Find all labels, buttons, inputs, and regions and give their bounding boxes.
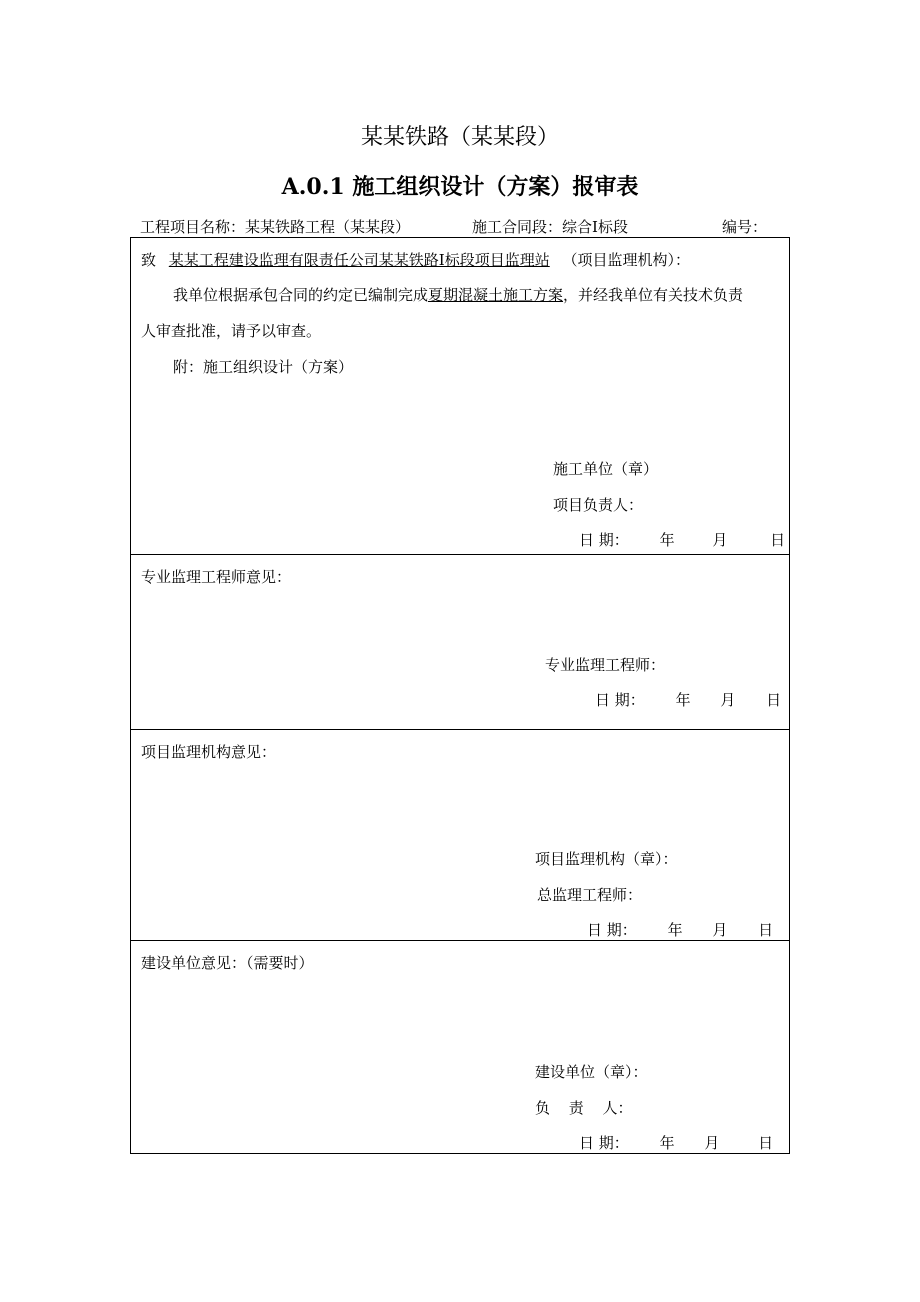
document-title: 某某铁路（某某段） xyxy=(360,125,559,150)
supervising-engineer-signature: 专业监理工程师： xyxy=(545,656,666,674)
date-month: 月 xyxy=(712,531,728,549)
contract-section-field xyxy=(472,216,628,237)
supervision-org-opinion-heading: 项目监理机构意见： xyxy=(141,743,277,761)
contract-section-value: 综合Ⅰ标段 xyxy=(562,218,628,236)
owner-unit-seal: 建设单位（章）： xyxy=(535,1063,648,1081)
addressee-suffix: （项目监理机构）： xyxy=(562,251,691,269)
owner-opinion-section xyxy=(130,941,790,1154)
submission-body-line1 xyxy=(173,284,743,305)
construction-unit-seal: 施工单位（章） xyxy=(553,460,659,478)
date-label: 日 期： xyxy=(579,1134,629,1152)
date-day: 日 xyxy=(758,921,774,939)
submission-body-line2: 人审查批准，请予以审查。 xyxy=(141,322,322,340)
date-month: 月 xyxy=(712,921,728,939)
engineer-opinion-section xyxy=(130,555,790,730)
body-text-a: 我单位根据承包合同的约定已编制完成 xyxy=(173,286,429,304)
date-label: 日 期： xyxy=(579,531,629,549)
date-label: 日 期： xyxy=(587,921,637,939)
form-number-label: 编号： xyxy=(722,218,768,236)
owner-opinion-date xyxy=(579,1132,773,1153)
engineer-opinion-heading: 专业监理工程师意见： xyxy=(141,568,292,586)
date-year: 年 xyxy=(659,1134,675,1152)
date-year: 年 xyxy=(667,921,683,939)
date-day: 日 xyxy=(766,691,782,709)
owner-opinion-heading: 建设单位意见：（需要时） xyxy=(141,954,314,972)
supervision-org-seal: 项目监理机构（章）： xyxy=(535,850,678,868)
engineer-opinion-date xyxy=(595,689,781,710)
form-title: A.0.1 施工组织设计（方案）报审表 xyxy=(281,174,639,200)
date-year: 年 xyxy=(659,531,675,549)
addressee-prefix: 致 xyxy=(141,251,157,269)
project-name-value: 某某铁路工程（某某段） xyxy=(245,218,411,236)
date-label: 日 期： xyxy=(595,691,645,709)
date-month: 月 xyxy=(720,691,736,709)
plan-name: 夏期混凝土施工方案 xyxy=(428,286,564,304)
body-text-b: ，并经我单位有关技术负责 xyxy=(563,286,744,304)
project-name-field xyxy=(140,216,410,237)
project-name-label: 工程项目名称： xyxy=(140,218,246,236)
date-day: 日 xyxy=(770,531,786,549)
chief-engineer-signature: 总监理工程师： xyxy=(537,886,643,904)
project-manager-signature: 项目负责人： xyxy=(553,496,644,514)
contract-section-label: 施工合同段： xyxy=(472,218,563,236)
date-month: 月 xyxy=(704,1134,720,1152)
date-day: 日 xyxy=(758,1134,774,1152)
date-year: 年 xyxy=(675,691,691,709)
supervision-org-opinion-section xyxy=(130,730,790,941)
addressee-line xyxy=(141,249,690,270)
owner-responsible-signature: 负 责 人： xyxy=(535,1099,633,1117)
submission-section xyxy=(130,237,790,555)
submission-date xyxy=(579,529,785,550)
supervision-org-name: 某某工程建设监理有限责任公司某某铁路Ⅰ标段项目监理站 xyxy=(168,251,550,269)
attachment-line: 附：施工组织设计（方案） xyxy=(173,358,354,376)
supervision-org-opinion-date xyxy=(587,919,773,940)
